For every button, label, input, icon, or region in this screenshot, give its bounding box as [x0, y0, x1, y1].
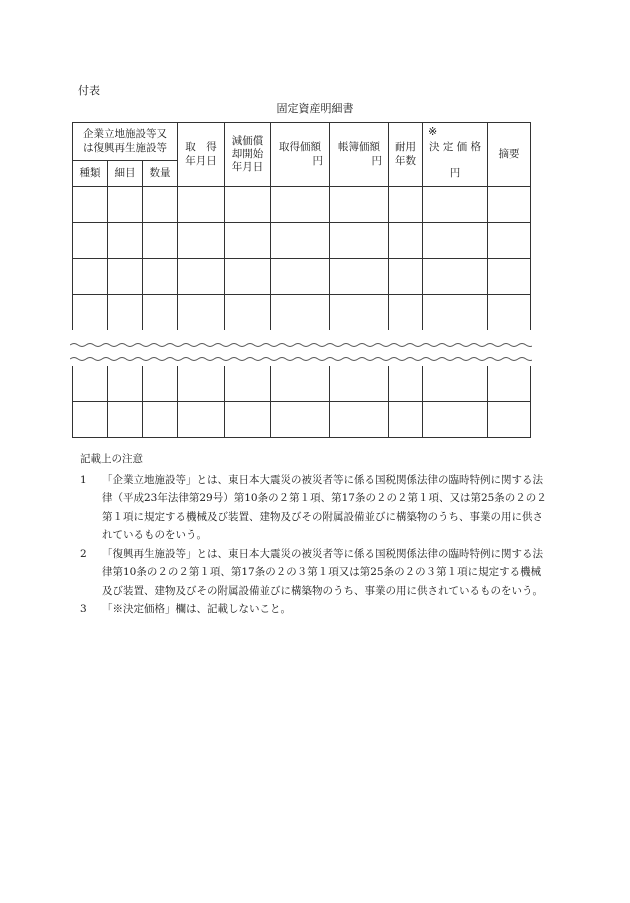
- dep-start-line2: 却開始: [231, 147, 264, 160]
- note-number: 3: [80, 603, 87, 615]
- notes-heading: 記載上の注意: [80, 453, 143, 465]
- acquisition-date-header: [178, 123, 225, 187]
- document-title: 固定資産明細書: [276, 102, 354, 115]
- yen-unit: 円: [371, 154, 383, 167]
- note-text: 「※決定価格」欄は、記載しないこと。: [102, 603, 291, 615]
- book-value-label: 帳簿価額: [338, 141, 381, 154]
- type-header: 種類: [73, 161, 108, 187]
- dep-start-line1: 減価償: [231, 134, 264, 147]
- useful-life-line1: 耐用: [395, 141, 417, 154]
- book-value-header: [330, 123, 389, 187]
- useful-life-line2: 年数: [395, 154, 417, 167]
- note-item: [80, 471, 550, 545]
- quantity-header: 数量: [143, 161, 178, 187]
- note-text: 「企業立地施設等」とは、東日本大震災の被災者等に係る国税関係法律の臨時特例に関する法律（平成23年法律第29号）第10条の２第１項、第17条の２の２第１項、又は第25条の２の２第１項に規定する機械及び装置、建物及びその附属設備並びに構築物のうち、事業の用に供されているものをいう。: [102, 473, 547, 541]
- remarks-header: 摘要: [488, 123, 531, 187]
- decided-price-mark: ※: [428, 125, 438, 138]
- acq-price-label: 取得価額: [279, 141, 322, 154]
- table-row: [73, 259, 531, 295]
- appendix-label: 付表: [78, 84, 100, 97]
- acq-date-line2: 年月日: [185, 154, 217, 167]
- table-row: [73, 187, 531, 223]
- table-break-wave: [70, 338, 532, 368]
- asset-table-top: [72, 122, 531, 330]
- acquisition-price-header: [271, 123, 330, 187]
- decided-price-label: 決 定 価 格: [429, 141, 482, 153]
- table-row: [73, 402, 531, 438]
- group-header-line2: は復興再生施設等: [83, 141, 167, 154]
- dep-start-line3: 年月日: [231, 161, 264, 174]
- table-row: [73, 223, 531, 259]
- note-item: [80, 545, 550, 601]
- note-item: [80, 600, 550, 619]
- table-row: [73, 295, 531, 331]
- note-number: 2: [80, 547, 87, 560]
- depreciation-start-header: [225, 123, 271, 187]
- useful-life-header: [389, 123, 423, 187]
- detail-header: 細目: [108, 161, 143, 187]
- table-row: [73, 366, 531, 402]
- yen-unit: 円: [449, 167, 461, 180]
- group-header-line1: 企業立地施設等又: [83, 128, 167, 141]
- note-text: 「復興再生施設等」とは、東日本大震災の被災者等に係る国税関係法律の臨時特例に関する法律第10条の２の２第１項、第17条の２の３第１項又は第25条の２の３第１項に規定する機械及び装置、建物及びその附属設備並びに構築物のうち、事業の用に供されているものをいう。: [102, 547, 543, 597]
- note-number: 1: [80, 473, 87, 486]
- notes-section: [80, 450, 550, 619]
- group-header: [73, 123, 178, 161]
- acq-date-line1: 取 得: [185, 141, 217, 154]
- yen-unit: 円: [312, 154, 324, 167]
- asset-table-bottom: [72, 366, 531, 438]
